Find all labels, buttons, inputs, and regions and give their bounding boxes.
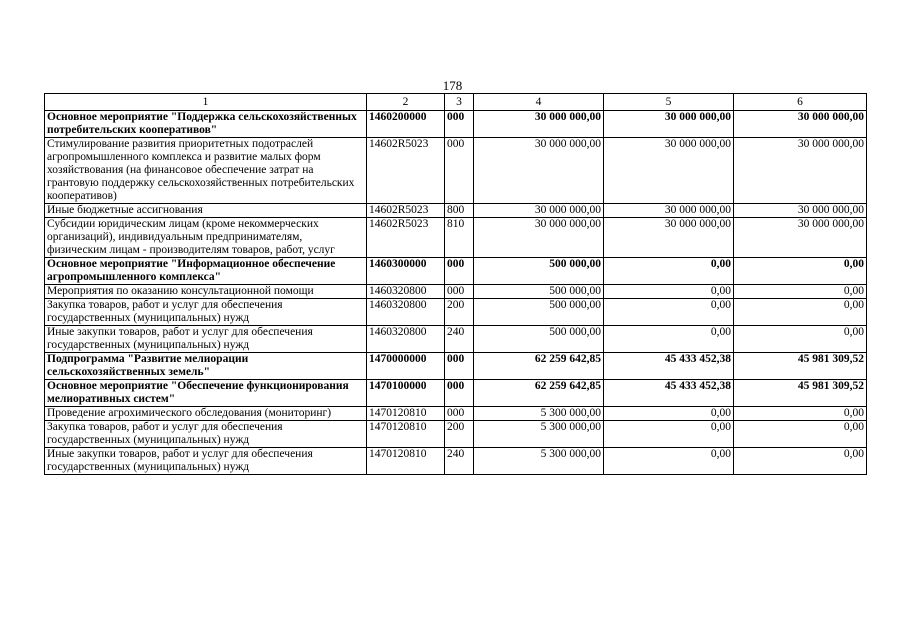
- cell-amount-2: 30 000 000,00: [604, 204, 734, 218]
- table-row: [45, 326, 867, 353]
- cell-code: 1460320800: [367, 326, 445, 353]
- cell-amount-1: 62 259 642,85: [474, 380, 604, 407]
- cell-amount-3: 30 000 000,00: [734, 138, 867, 204]
- cell-name: Основное мероприятие "Поддержка сельскохозяйственных потребительских кооперативов": [45, 111, 367, 138]
- cell-amount-3: 0,00: [734, 258, 867, 285]
- cell-code: 1470120810: [367, 407, 445, 421]
- cell-expense-type: 200: [445, 299, 474, 326]
- cell-name: Основное мероприятие "Информационное обеспечение агропромышленного комплекса": [45, 258, 367, 285]
- cell-name: Закупка товаров, работ и услуг для обеспечения государственных (муниципальных) нужд: [45, 421, 367, 448]
- cell-amount-2: 30 000 000,00: [604, 111, 734, 138]
- cell-name: Мероприятия по оказанию консультационной помощи: [45, 285, 367, 299]
- table-row: [45, 138, 867, 204]
- cell-name: Закупка товаров, работ и услуг для обеспечения государственных (муниципальных) нужд: [45, 299, 367, 326]
- cell-code: 1460200000: [367, 111, 445, 138]
- cell-amount-1: 30 000 000,00: [474, 111, 604, 138]
- cell-amount-2: 30 000 000,00: [604, 138, 734, 204]
- cell-code: 1470120810: [367, 448, 445, 475]
- cell-amount-3: 45 981 309,52: [734, 380, 867, 407]
- cell-expense-type: 000: [445, 258, 474, 285]
- cell-name: Подпрограмма "Развитие мелиорации сельскохозяйственных земель": [45, 353, 367, 380]
- cell-amount-3: 0,00: [734, 299, 867, 326]
- cell-name: Иные закупки товаров, работ и услуг для обеспечения государственных (муниципальных) нужд: [45, 448, 367, 475]
- cell-expense-type: 200: [445, 421, 474, 448]
- cell-amount-2: 0,00: [604, 448, 734, 475]
- cell-name: Стимулирование развития приоритетных подотраслей агропромышленного комплекса и развитие малых форм хозяйствования (на финансовое обеспечение затрат на грантовую поддержку сельскохозяйственных потребительских кооперативов): [45, 138, 367, 204]
- cell-amount-3: 0,00: [734, 285, 867, 299]
- table-row: [45, 421, 867, 448]
- cell-expense-type: 000: [445, 285, 474, 299]
- header-col-5: 5: [604, 94, 734, 111]
- cell-name: Субсидии юридическим лицам (кроме некоммерческих организаций), индивидуальным предпринимателям, физическим лицам - производителям товаров, работ, услуг: [45, 218, 367, 258]
- cell-expense-type: 800: [445, 204, 474, 218]
- cell-amount-1: 5 300 000,00: [474, 448, 604, 475]
- cell-amount-2: 0,00: [604, 407, 734, 421]
- cell-expense-type: 000: [445, 138, 474, 204]
- table-row: [45, 353, 867, 380]
- table-row: [45, 285, 867, 299]
- cell-amount-2: 0,00: [604, 299, 734, 326]
- header-col-2: 2: [367, 94, 445, 111]
- header-row: [45, 94, 867, 111]
- cell-amount-3: 0,00: [734, 421, 867, 448]
- table-row: [45, 258, 867, 285]
- cell-amount-1: 5 300 000,00: [474, 421, 604, 448]
- cell-amount-2: 45 433 452,38: [604, 380, 734, 407]
- cell-expense-type: 240: [445, 326, 474, 353]
- cell-amount-1: 30 000 000,00: [474, 204, 604, 218]
- cell-amount-3: 45 981 309,52: [734, 353, 867, 380]
- cell-expense-type: 000: [445, 111, 474, 138]
- cell-amount-1: 5 300 000,00: [474, 407, 604, 421]
- cell-amount-1: 62 259 642,85: [474, 353, 604, 380]
- cell-amount-1: 500 000,00: [474, 285, 604, 299]
- cell-amount-3: 30 000 000,00: [734, 204, 867, 218]
- cell-amount-1: 500 000,00: [474, 326, 604, 353]
- header-col-1: 1: [45, 94, 367, 111]
- table-row: [45, 299, 867, 326]
- cell-code: 1460320800: [367, 299, 445, 326]
- cell-amount-1: 500 000,00: [474, 299, 604, 326]
- table-row: [45, 448, 867, 475]
- cell-amount-2: 0,00: [604, 258, 734, 285]
- table-row: [45, 380, 867, 407]
- cell-code: 14602R5023: [367, 138, 445, 204]
- cell-expense-type: 000: [445, 380, 474, 407]
- cell-expense-type: 810: [445, 218, 474, 258]
- cell-amount-3: 30 000 000,00: [734, 111, 867, 138]
- header-col-6: 6: [734, 94, 867, 111]
- cell-name: Проведение агрохимического обследования (мониторинг): [45, 407, 367, 421]
- cell-amount-2: 0,00: [604, 421, 734, 448]
- cell-amount-1: 30 000 000,00: [474, 138, 604, 204]
- cell-amount-2: 45 433 452,38: [604, 353, 734, 380]
- table-row: [45, 111, 867, 138]
- cell-expense-type: 000: [445, 407, 474, 421]
- cell-amount-2: 0,00: [604, 285, 734, 299]
- cell-amount-3: 0,00: [734, 326, 867, 353]
- cell-amount-3: 0,00: [734, 407, 867, 421]
- cell-amount-1: 500 000,00: [474, 258, 604, 285]
- cell-name: Основное мероприятие "Обеспечение функционирования мелиоративных систем": [45, 380, 367, 407]
- cell-code: 1470120810: [367, 421, 445, 448]
- page-number: 178: [442, 78, 463, 93]
- cell-expense-type: 000: [445, 353, 474, 380]
- cell-amount-3: 30 000 000,00: [734, 218, 867, 258]
- cell-amount-2: 30 000 000,00: [604, 218, 734, 258]
- cell-amount-3: 0,00: [734, 448, 867, 475]
- table-row: [45, 218, 867, 258]
- cell-code: 1470000000: [367, 353, 445, 380]
- header-col-4: 4: [474, 94, 604, 111]
- cell-code: 1460300000: [367, 258, 445, 285]
- cell-code: 1460320800: [367, 285, 445, 299]
- header-col-3: 3: [445, 94, 474, 111]
- table-body: [45, 111, 867, 475]
- cell-expense-type: 240: [445, 448, 474, 475]
- budget-table: [44, 93, 867, 475]
- cell-code: 1470100000: [367, 380, 445, 407]
- cell-name: Иные закупки товаров, работ и услуг для обеспечения государственных (муниципальных) нужд: [45, 326, 367, 353]
- cell-code: 14602R5023: [367, 204, 445, 218]
- table-row: [45, 204, 867, 218]
- cell-amount-1: 30 000 000,00: [474, 218, 604, 258]
- table-row: [45, 407, 867, 421]
- cell-amount-2: 0,00: [604, 326, 734, 353]
- cell-name: Иные бюджетные ассигнования: [45, 204, 367, 218]
- cell-code: 14602R5023: [367, 218, 445, 258]
